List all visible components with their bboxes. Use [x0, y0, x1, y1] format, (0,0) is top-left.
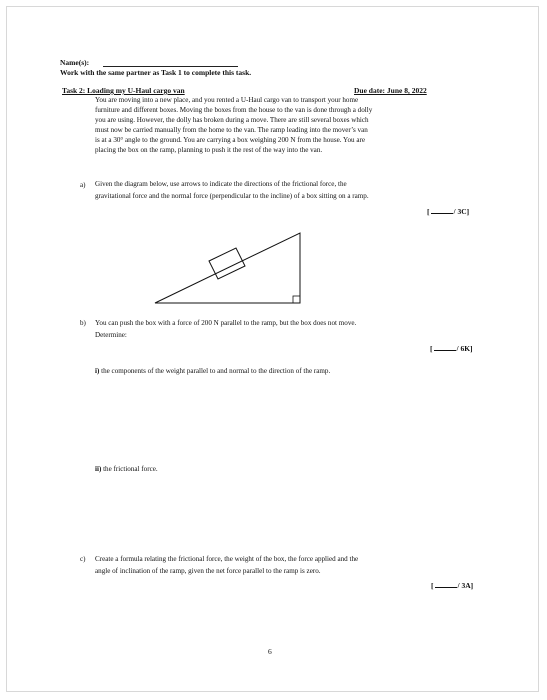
question-b-score	[430, 343, 473, 353]
part-text: the components of the weight parallel to and normal to the direction of the ramp.	[99, 367, 331, 375]
score-total: / 3A]	[457, 581, 474, 590]
score-blank[interactable]	[435, 580, 457, 588]
question-c-line: Create a formula relating the frictional force, the weight of the box, the force applied and the	[95, 555, 359, 563]
intro-line: furniture and different boxes. Moving the boxes from the house to the van is done through a dolly	[95, 105, 373, 114]
question-c-label: c)	[80, 555, 86, 563]
score-total: / 3C]	[453, 207, 470, 216]
intro-line: placing the box on the ramp, planning to push it the rest of the way into the van.	[95, 145, 323, 154]
question-a-score	[427, 206, 469, 216]
intro-line: You are moving into a new place, and you rented a U-Haul cargo van to transport your home	[95, 96, 359, 104]
score-open-bracket: [	[430, 344, 433, 353]
question-b-label: b)	[80, 319, 86, 327]
intro-line: is at a 30° angle to the ground. You are carrying a box weighing 200 N from the house. You are	[95, 135, 365, 144]
ramp-triangle	[155, 233, 300, 303]
score-open-bracket: [	[431, 581, 434, 590]
part-label: i)	[95, 367, 100, 375]
question-a-label: a)	[80, 181, 86, 189]
question-b-text	[95, 318, 356, 341]
partner-instruction: Work with the same partner as Task 1 to complete this task.	[60, 68, 252, 77]
score-blank[interactable]	[434, 343, 456, 351]
score-open-bracket: [	[427, 207, 430, 216]
due-date: Due date: June 8, 2022	[354, 86, 427, 95]
ramp-diagram	[150, 227, 310, 307]
question-b-part-i	[95, 367, 330, 375]
score-blank[interactable]	[431, 206, 453, 214]
question-c-score	[431, 580, 473, 590]
score-total: / 6K]	[456, 344, 473, 353]
intro-line: must now be carried manually from the home to the van. The ramp leading into the mover’s van	[95, 125, 368, 134]
right-angle-marker	[293, 296, 300, 303]
part-label: ii)	[95, 465, 102, 473]
question-c-text	[95, 554, 358, 577]
intro-line: you are using. However, the dolly has broken during a move. There are still several boxes which	[95, 115, 369, 124]
question-a-line: gravitational force and the normal force (perpendicular to the incline) of a box sitting on a ramp.	[95, 191, 369, 200]
name-blank-line[interactable]	[103, 66, 238, 67]
question-b-line: You can push the box with a force of 200 N parallel to the ramp, but the box does not move.	[95, 319, 357, 327]
question-b-part-ii	[95, 465, 158, 473]
part-text: the frictional force.	[101, 465, 158, 473]
question-a-line: Given the diagram below, use arrows to indicate the directions of the frictional force, the	[95, 180, 347, 188]
question-b-line: Determine:	[95, 330, 127, 339]
question-c-line: angle of inclination of the ramp, given the net force parallel to the ramp is zero.	[95, 566, 321, 575]
task-title: Task 2: Loading my U-Haul cargo van	[62, 86, 185, 95]
question-a-text	[95, 179, 369, 202]
page-number: 6	[268, 647, 272, 656]
task-intro-paragraph	[95, 96, 457, 155]
name-label: Name(s):	[60, 58, 90, 67]
